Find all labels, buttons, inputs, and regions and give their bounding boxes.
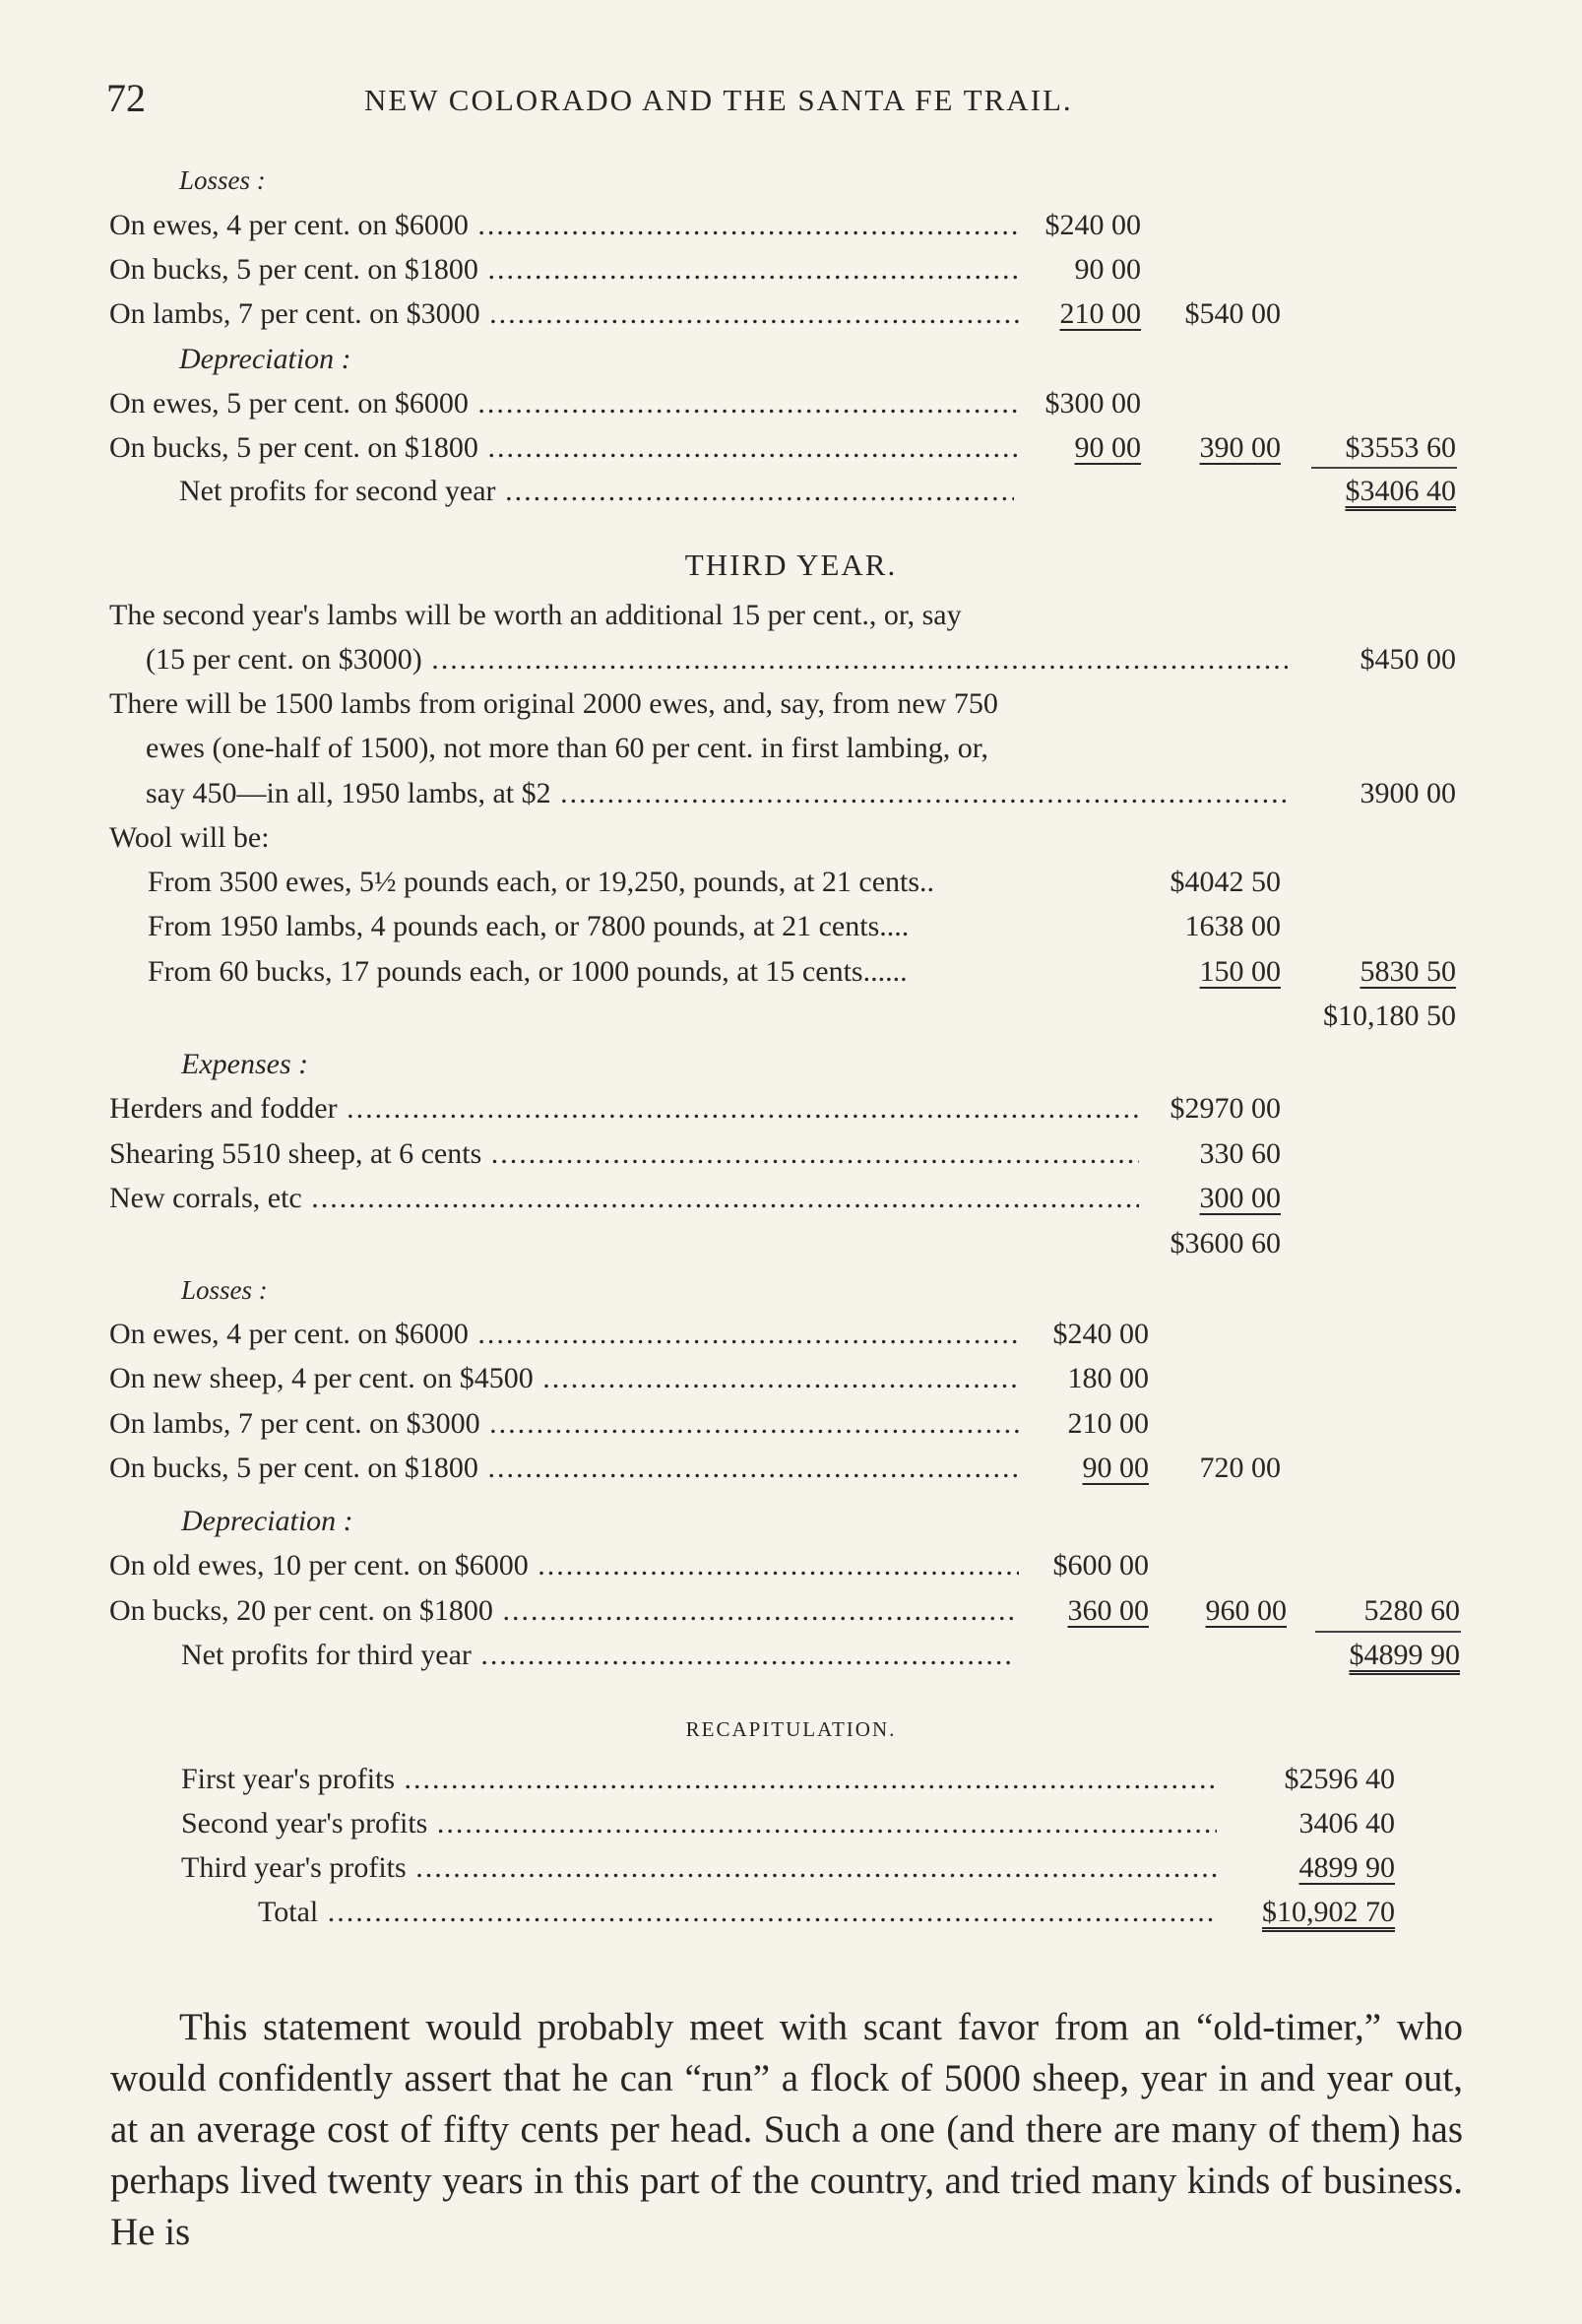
sum-rule (1315, 1631, 1461, 1633)
row-amount: 330 60 (1199, 1137, 1281, 1170)
row-label: On old ewes, 10 per cent. on $6000 ..... (109, 1545, 1019, 1586)
expenses-total: $3600 60 (1170, 1227, 1281, 1259)
net-profit-row (0, 1635, 1582, 1676)
row-label: On ewes, 4 per cent. on $6000 ..... (109, 1314, 1019, 1355)
section-heading: Depreciation : (181, 1505, 353, 1537)
recap-row (0, 1759, 1582, 1800)
row-amount: 210 00 (1059, 297, 1141, 330)
section-heading: Depreciation : (179, 343, 351, 375)
row-total: $3553 60 (1345, 431, 1456, 464)
ledger-row (0, 427, 1582, 469)
row-label: On lambs, 7 per cent. on $3000 ..... (109, 1403, 1019, 1445)
row-amount: 3406 40 (1298, 1807, 1395, 1840)
sum-rule (1311, 467, 1457, 469)
row-label: On lambs, 7 per cent. on $3000 ..... (109, 293, 1019, 335)
row-amount: 4899 90 (1298, 1851, 1395, 1884)
ledger-row (0, 906, 1582, 947)
row-label: From 60 bucks, 17 pounds each, or 1000 pounds, at 15 cents...... (148, 955, 908, 988)
recap-row (0, 1847, 1582, 1889)
recapitulation-heading: RECAPITULATION. (685, 1717, 897, 1741)
row-total: 3900 00 (1360, 777, 1456, 809)
page-header (0, 76, 1582, 120)
row-amount: 180 00 (1067, 1362, 1149, 1394)
recap-row (0, 1803, 1582, 1844)
depreciation-heading-3 (0, 1501, 1582, 1542)
row-label: On bucks, 5 per cent. on $1800 ..... (109, 427, 1019, 469)
ledger-row (0, 1178, 1582, 1219)
row-amount: $300 00 (1044, 387, 1141, 420)
row-subtotal: 720 00 (1199, 1452, 1281, 1484)
row-label: (15 per cent. on $3000) ..... (146, 639, 1288, 680)
page-number: 72 (106, 76, 146, 120)
row-label: Net profits for second year ..... (179, 471, 1014, 512)
ledger-row (0, 205, 1582, 246)
row-amount: 210 00 (1067, 1407, 1149, 1440)
ledger-row (0, 1448, 1582, 1489)
row-label: On ewes, 4 per cent. on $6000 ..... (109, 205, 1019, 246)
ledger-row (0, 383, 1582, 424)
section-heading: Expenses : (181, 1048, 309, 1080)
row-amount: $600 00 (1052, 1549, 1149, 1582)
row-label: say 450—in all, 1950 lambs, at $2 ..... (146, 773, 1288, 814)
row-label: On ewes, 5 per cent. on $6000 ..... (109, 383, 1019, 424)
ledger-row (0, 1088, 1582, 1130)
row-subtotal: $540 00 (1184, 297, 1281, 330)
text-line (0, 683, 1582, 725)
wool-heading (0, 817, 1582, 859)
net-profit-value: $3406 40 (1345, 475, 1456, 507)
gross-total: $10,180 50 (1323, 1000, 1456, 1032)
ledger-row (0, 1358, 1582, 1399)
section-heading: Losses : (181, 1275, 268, 1305)
row-amount: 150 00 (1199, 955, 1281, 988)
row-amount: $4042 50 (1170, 866, 1281, 898)
row-amount: 90 00 (1082, 1452, 1149, 1484)
losses-heading-3 (0, 1269, 1582, 1311)
row-label: Net profits for third year ..... (181, 1635, 1016, 1676)
net-profit-value: $4899 90 (1349, 1639, 1460, 1671)
row-label: On bucks, 20 per cent. on $1800 ..... (109, 1590, 1019, 1632)
text-line: There will be 1500 lambs from original 2000 ewes, and, say, from new 750 (109, 687, 998, 720)
row-label: On bucks, 5 per cent. on $1800 ..... (109, 249, 1019, 290)
row-amount: 90 00 (1074, 253, 1141, 286)
row-label: On new sheep, 4 per cent. on $4500 ..... (109, 1358, 1019, 1399)
row-amount: 1638 00 (1184, 910, 1281, 942)
ledger-row (0, 293, 1582, 335)
ledger-row (0, 773, 1582, 814)
row-total: 5280 60 (1363, 1594, 1460, 1627)
ledger-row (0, 249, 1582, 290)
row-label: From 3500 ewes, 5½ pounds each, or 19,250, pounds, at 21 cents.. (148, 866, 935, 898)
expenses-heading (0, 1044, 1582, 1085)
text-line (0, 728, 1582, 769)
section-heading: Losses : (179, 165, 266, 195)
ledger-row (0, 951, 1582, 993)
row-amount: $2970 00 (1170, 1092, 1281, 1125)
ledger-row (0, 639, 1582, 680)
recap-total-value: $10,902 70 (1262, 1896, 1395, 1928)
row-label: Herders and fodder ..... (109, 1088, 1139, 1130)
row-label: First year's profits ..... (181, 1759, 1217, 1800)
net-profit-row (0, 471, 1582, 512)
ledger-row (0, 1403, 1582, 1445)
ledger-row (0, 1133, 1582, 1175)
losses-heading-2 (0, 160, 1582, 201)
text-line: ewes (one-half of 1500), not more than 60 per cent. in first lambing, or, (146, 732, 989, 764)
recap-total-row (0, 1892, 1582, 1933)
row-amount: 360 00 (1067, 1594, 1149, 1627)
ledger-row (0, 1590, 1582, 1632)
row-total: $450 00 (1360, 643, 1456, 676)
row-amount: $2596 40 (1284, 1763, 1395, 1795)
running-title: NEW COLORADO AND THE SANTA FE TRAIL. (364, 83, 1073, 117)
row-label: Second year's profits ..... (181, 1803, 1217, 1844)
body-paragraph: This statement would probably meet with scant favor from an “old-timer,” who would confidently assert that he can “run” a flock of 5000 sheep, year in and year out, at an average cost of fifty cents per head. Such a one (and there are many of them) has perhaps lived twenty years in this part of the country, and tried many kinds of business. He is (110, 2006, 1463, 2253)
row-label: Shearing 5510 sheep, at 6 cents ..... (109, 1133, 1139, 1175)
ledger-row (0, 862, 1582, 903)
intro-line (0, 595, 1582, 636)
depreciation-heading-2 (0, 339, 1582, 380)
row-subtotal: 960 00 (1205, 1594, 1287, 1627)
section-heading: Wool will be: (109, 821, 270, 854)
row-amount: 90 00 (1074, 431, 1141, 464)
row-subtotal: 390 00 (1199, 431, 1281, 464)
row-label: New corrals, etc ..... (109, 1178, 1139, 1219)
gross-total-row (0, 996, 1582, 1037)
third-year-heading: THIRD YEAR. (684, 548, 898, 582)
row-amount: 300 00 (1199, 1182, 1281, 1214)
row-label: On bucks, 5 per cent. on $1800 ..... (109, 1448, 1019, 1489)
text-line: The second year's lambs will be worth an additional 15 per cent., or, say (109, 599, 962, 631)
ledger-row (0, 1545, 1582, 1586)
ledger-row (0, 1314, 1582, 1355)
row-total: 5830 50 (1360, 955, 1456, 988)
row-label: Third year's profits ..... (181, 1847, 1217, 1889)
row-label: Total ..... (258, 1892, 1217, 1933)
expenses-total-row (0, 1223, 1582, 1264)
row-amount: $240 00 (1052, 1318, 1149, 1350)
row-label: From 1950 lambs, 4 pounds each, or 7800 pounds, at 21 cents.... (148, 910, 910, 942)
row-amount: $240 00 (1044, 209, 1141, 241)
